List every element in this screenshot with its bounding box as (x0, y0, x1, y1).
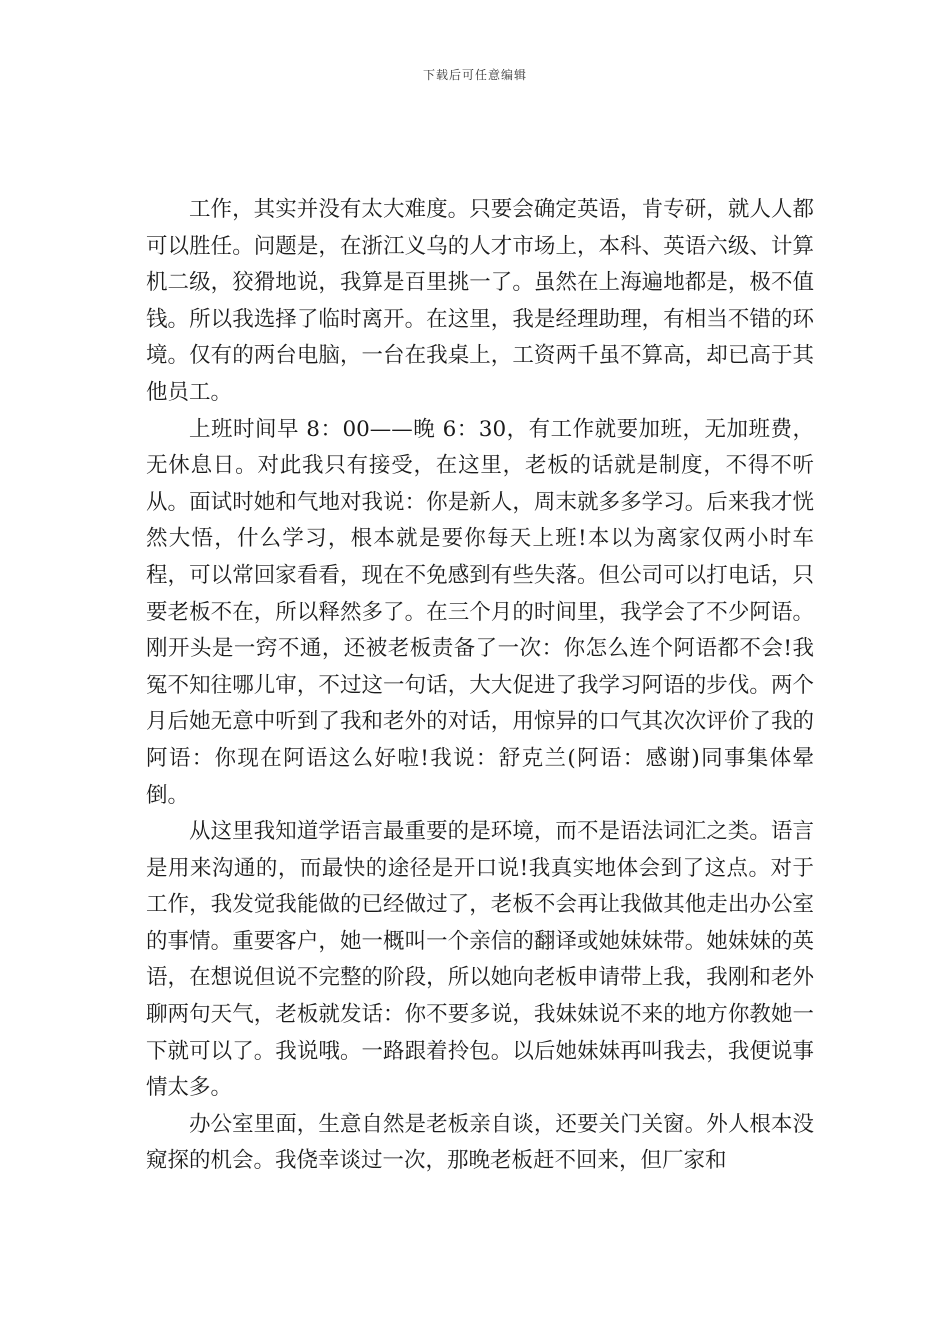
paragraph-4: 办公室里面，生意自然是老板亲自谈，还要关门关窗。外人根本没窥探的机会。我侥幸谈过一次，那晚老板赶不回来，但厂家和 (146, 1111, 814, 1174)
document-body (146, 192, 814, 1180)
paragraph-3: 从这里我知道学语言最重要的是环境，而不是语法词汇之类。语言是用来沟通的，而最快的途径是开口说!我真实地体会到了这点。对于工作，我发觉我能做的已经做过了，老板不会再让我做其他走出办公室的事情。重要客户，她一概叫一个亲信的翻译或她妹妹带。她妹妹的英语，在想说但说不完整的阶段，所以她向老板申请带上我，我刚和老外聊两句天气，老板就发话：你不要多说，我妹妹说不来的地方你教她一下就可以了。我说哦。一路跟着拎包。以后她妹妹再叫我去，我便说事情太多。 (146, 819, 814, 1101)
paragraph-1: 工作，其实并没有太大难度。只要会确定英语，肯专研，就人人都可以胜任。问题是，在浙江义乌的人才市场上，本科、英语六级、计算机二级，狡猾地说，我算是百里挑一了。虽然在上海遍地都是，极不值钱。所以我选择了临时离开。在这里，我是经理助理，有相当不错的环境。仅有的两台电脑，一台在我桌上，工资两千虽不算高，却已高于其他员工。 (146, 197, 814, 405)
paragraph-2: 上班时间早 8：00——晚 6：30，有工作就要加班，无加班费，无休息日。对此我只有接受，在这里，老板的话就是制度，不得不听从。面试时她和气地对我说：你是新人，周末就多多学习。后来我才恍然大悟，什么学习，根本就是要你每天上班!本以为离家仅两小时车程，可以常回家看看，现在不免感到有些失落。但公司可以打电话，只要老板不在，所以释然多了。在三个月的时间里，我学会了不少阿语。刚开头是一窍不通，还被老板责备了一次：你怎么连个阿语都不会!我冤不知往哪儿审，不过这一句话，大大促进了我学习阿语的步伐。两个月后她无意中听到了我和老外的对话，用惊异的口气其次次评价了我的阿语：你现在阿语这么好啦!我说：舒克兰(阿语：感谢)同事集体晕倒。 (146, 416, 814, 808)
page-header-note: 下载后可任意编辑 (422, 68, 527, 82)
